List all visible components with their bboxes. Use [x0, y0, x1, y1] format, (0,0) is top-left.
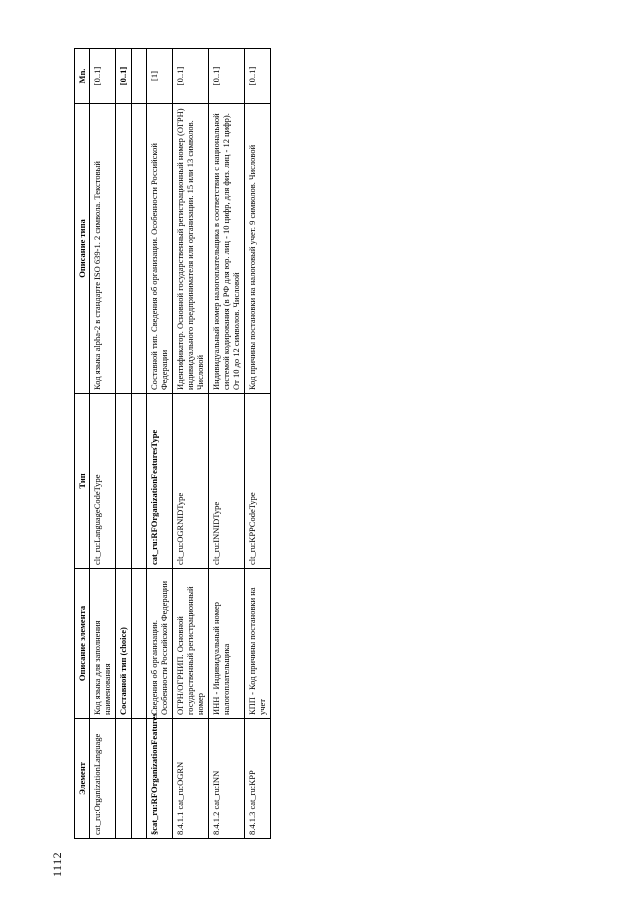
- header-type: Тип: [75, 393, 90, 568]
- table-row: [173, 48, 209, 838]
- cell-type: cat_ru:RFOrganizationFeaturesType: [147, 393, 173, 568]
- cell-type: [132, 393, 147, 568]
- cell-element: 8.4.1.2 cat_ru:INN: [209, 718, 245, 838]
- cell-element-description: [132, 568, 147, 718]
- cell-mn: [0..1]: [116, 48, 132, 103]
- cell-element-description: Код языка для заполнения наименования: [90, 568, 116, 718]
- cell-type: clt_ru:INNIDType: [209, 393, 245, 568]
- table-row: [90, 48, 116, 838]
- header-type-description: Описание типа: [75, 103, 90, 393]
- header-mn: Mn.: [75, 48, 90, 103]
- cell-element: [116, 718, 132, 838]
- cell-element: 8.4.1.3 cat_ru:KPP: [245, 718, 271, 838]
- cell-type: clt_ru:OGRNIDType: [173, 393, 209, 568]
- cell-type-description: Код языка alpha-2 в стандарте ISO 639-1. 2 символа. Текстовый: [90, 103, 116, 393]
- cell-mn: [1]: [147, 48, 173, 103]
- table-row: [132, 48, 147, 838]
- cell-type-description: Код причины постановки на налоговый учет. 9 символов. Числовой: [245, 103, 271, 393]
- table-row: [147, 48, 173, 838]
- header-element-description: Описание элемента: [75, 568, 90, 718]
- cell-type-description: [132, 103, 147, 393]
- cell-element-description: Сведения об организации. Особенности Российской Федерации: [147, 568, 173, 718]
- table-header-row: [75, 48, 90, 838]
- cell-mn: [0..1]: [209, 48, 245, 103]
- cell-element: 8.4.1.1 cat_ru:OGRN: [173, 718, 209, 838]
- cell-mn: [132, 48, 147, 103]
- header-element: Элемент: [75, 718, 90, 838]
- cell-mn: [0..1]: [245, 48, 271, 103]
- cell-mn: [0..1]: [173, 48, 209, 103]
- specification-table: [74, 48, 271, 839]
- cell-element: [132, 718, 147, 838]
- cell-type: [116, 393, 132, 568]
- table-row: [116, 48, 132, 838]
- cell-type: clt_ru:LanguageCodeType: [90, 393, 116, 568]
- table-row: [245, 48, 271, 838]
- cell-element-description: ИНН - Индивидуальный номер налогоплательщика: [209, 568, 245, 718]
- cell-mn: [0..1]: [90, 48, 116, 103]
- cell-element: cat_ru:OrganizationLanguage: [90, 718, 116, 838]
- table-row: [209, 48, 245, 838]
- cell-element: §cat_ru:RFOrganizationFeatures: [147, 718, 173, 838]
- cell-type-description: Составной тип. Сведения об организации. Особенности Российской Федерации: [147, 103, 173, 393]
- page-number: 1112: [50, 851, 64, 877]
- cell-type-description: [116, 103, 132, 393]
- rotated-content-wrapper: [40, 23, 600, 883]
- cell-type: clt_ru:KPPCodeType: [245, 393, 271, 568]
- cell-type-description: Индивидуальный номер налогоплательщика в соответствии с национальной системой кодирования (в РФ для юр. лиц - 10 цифр, для физ. лиц - 12 цифр). От 10 до 12 символов. Числовой: [209, 103, 245, 393]
- cell-type-description: Идентификатор. Основной государственный регистрационный номер (ОГРН) индивидуального предпринимателя или организации. 15 или 13 символов. Числовой: [173, 103, 209, 393]
- cell-element-description: ОГРН/ОГРНИП. Основной государственный регистрационный номер: [173, 568, 209, 718]
- cell-element-description: КПП - Код причины постановки на учет: [245, 568, 271, 718]
- cell-element-description: Составной тип (choice): [116, 568, 132, 718]
